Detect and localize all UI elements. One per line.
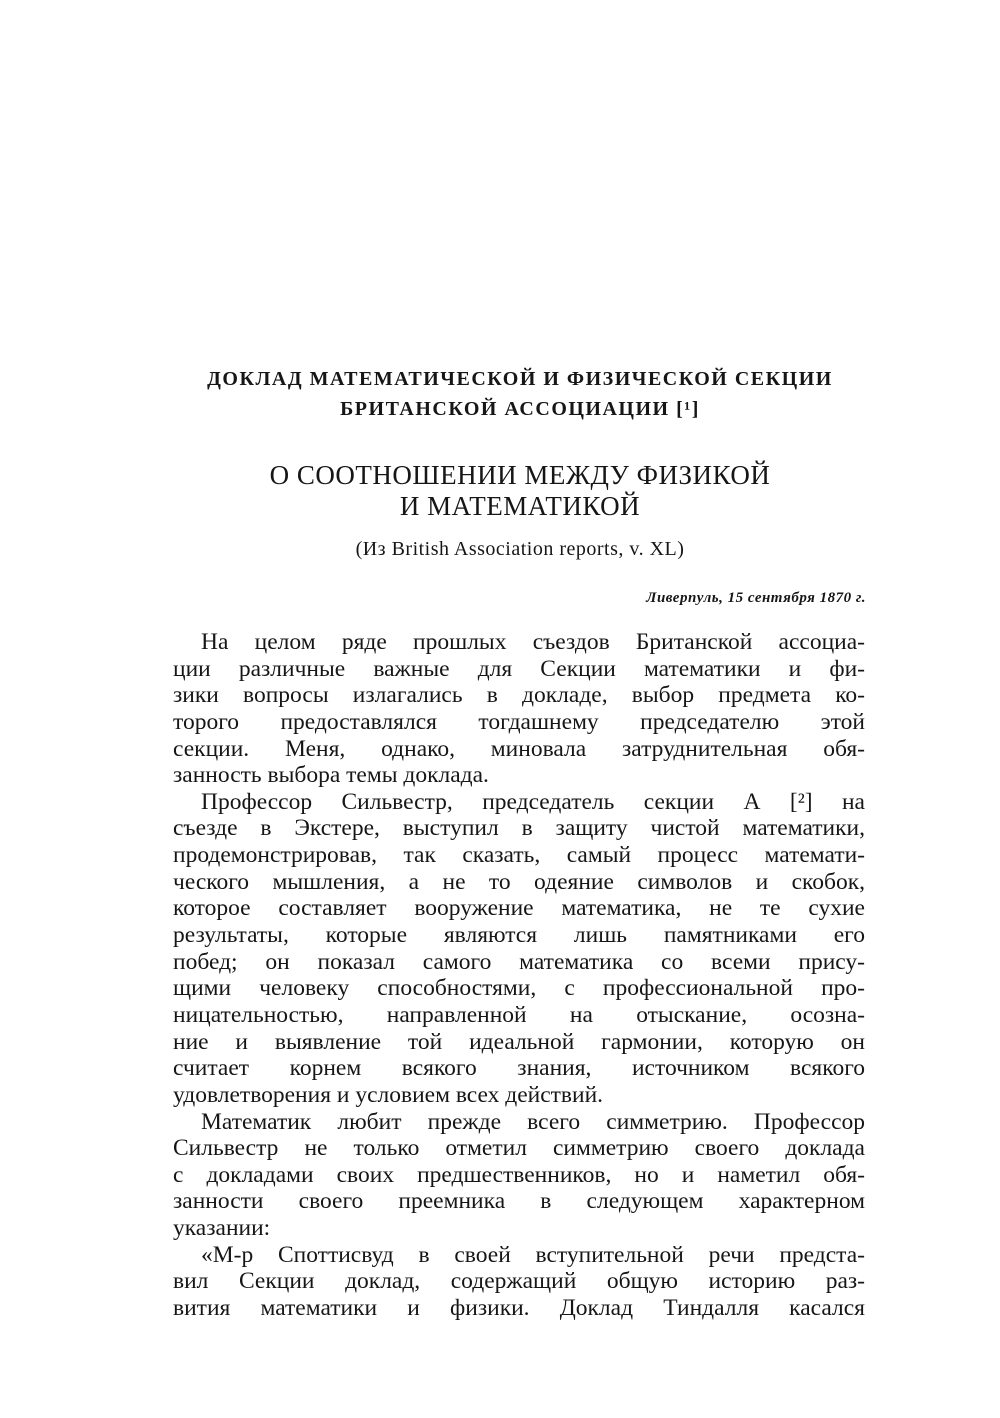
body-line: продемонстрировав, так сказать, самый процесс математи- [173,842,865,869]
body-line: удовлетворения и условием всех действий. [173,1081,604,1108]
article-title-line-1: О СООТНОШЕНИИ МЕЖДУ ФИЗИКОЙ [269,460,771,490]
body-line: ции различные важные для Секции математики и фи- [173,655,865,682]
dateline: Ливерпуль, 15 сентября 1870 г. [646,590,866,606]
body-text [173,629,865,1322]
body-line: Математик любит прежде всего симметрию. Профессор [201,1108,865,1135]
source-note: (Из British Association reports, v. XL) [355,538,685,560]
body-line: секции. Меня, однако, миновала затруднительная обя- [173,735,865,762]
section-header-line-1: ДОКЛАД МАТЕМАТИЧЕСКОЙ И ФИЗИЧЕСКОЙ СЕКЦИИ [207,368,833,390]
body-line: занности своего преемника в следующем характерном [173,1188,865,1215]
body-line: ницательностью, направленной на отыскание, осозна- [173,1001,865,1028]
body-line: с докладами своих предшественников, но и наметил обя- [173,1161,865,1188]
body-line: съезде в Экстере, выступил в защиту чистой математики, [173,815,865,842]
body-line: ние и выявление той идеальной гармонии, которую он [173,1028,865,1055]
body-line: считает корнем всякого знания, источником всякого [173,1055,865,1082]
body-line: вил Секции доклад, содержащий общую историю раз- [173,1268,865,1295]
section-header-line-2: БРИТАНСКОЙ АССОЦИАЦИИ [¹] [340,398,700,420]
body-line: Профессор Сильвестр, председатель секции А [²] на [201,788,865,815]
body-line: «М-р Споттисвуд в своей вступительной речи предста- [201,1241,865,1268]
article-title-line-2: И МАТЕМАТИКОЙ [399,491,641,521]
body-line: ческого мышления, а не то одеяние символов и скобок, [173,868,865,895]
body-line: указании: [173,1215,271,1242]
body-line: которое составляет вооружение математика, не те сухие [173,895,865,922]
body-line: Сильвестр не только отметил симметрию своего доклада [173,1135,865,1162]
body-line: зики вопросы излагались в докладе, выбор предмета ко- [173,682,865,709]
body-line: занность выбора темы доклада. [173,762,489,789]
body-line: щими человеку способностями, с профессиональной про- [173,975,865,1002]
body-line: торого предоставлялся тогдашнему председателю этой [173,708,865,735]
body-line: вития математики и физики. Доклад Тиндалля касался [173,1295,865,1322]
body-line: На целом ряде прошлых съездов Британской ассоциа- [201,629,865,655]
body-line: результаты, которые являются лишь памятниками его [173,922,865,949]
body-line: побед; он показал самого математика со всеми прису- [173,948,865,975]
